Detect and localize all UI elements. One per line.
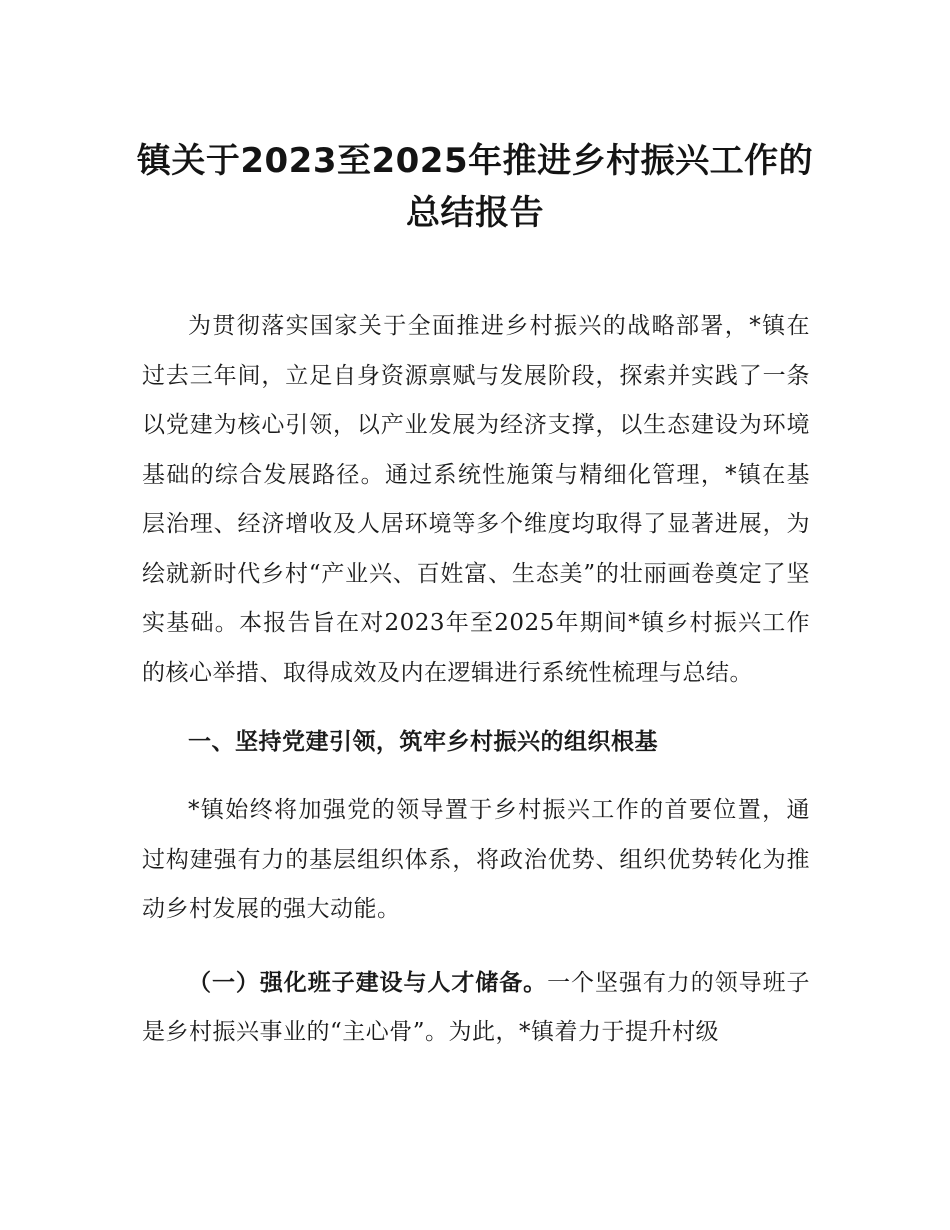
section-1-paragraph: *镇始终将加强党的领导置于乡村振兴工作的首要位置，通过构建强有力的基层组织体系，将政治优势、组织优势转化为推动乡村发展的强大动能。 <box>142 797 810 922</box>
intro-paragraph: 为贯彻落实国家关于全面推进乡村振兴的战略部署，*镇在过去三年间，立足自身资源禀赋与发展阶段，探索并实践了一条以党建为核心引领，以产业发展为经济支撑，以生态建设为环境基础的综合发展路径。通过系统性施策与精细化管理，*镇在基层治理、经济增收及人居环境等多个维度均取得了显著进展，为绘就新时代乡村“产业兴、百姓富、生态美”的壮丽画卷奠定了坚实基础。本报告旨在对2023年至2025年期间*镇乡村振兴工作的核心举措、取得成效及内在逻辑进行系统性梳理与总结。 <box>142 313 810 686</box>
section-1-heading: 一、坚持党建引领，筑牢乡村振兴的组织根基 <box>188 729 658 755</box>
title-line-2: 总结报告 <box>406 192 544 233</box>
subsection-1-lead: （一）强化班子建设与人才储备。 <box>188 969 548 996</box>
document-title <box>120 135 830 239</box>
subsection-1-paragraph <box>142 959 810 1058</box>
title-line-1: 镇关于2023至2025年推进乡村振兴工作的 <box>136 140 814 181</box>
document-body <box>142 302 810 1058</box>
subsection-1-text: 一个坚强有力的领导班子是乡村振兴事业的“主心骨”。为此，*镇着力于提升村级 <box>142 969 811 1045</box>
